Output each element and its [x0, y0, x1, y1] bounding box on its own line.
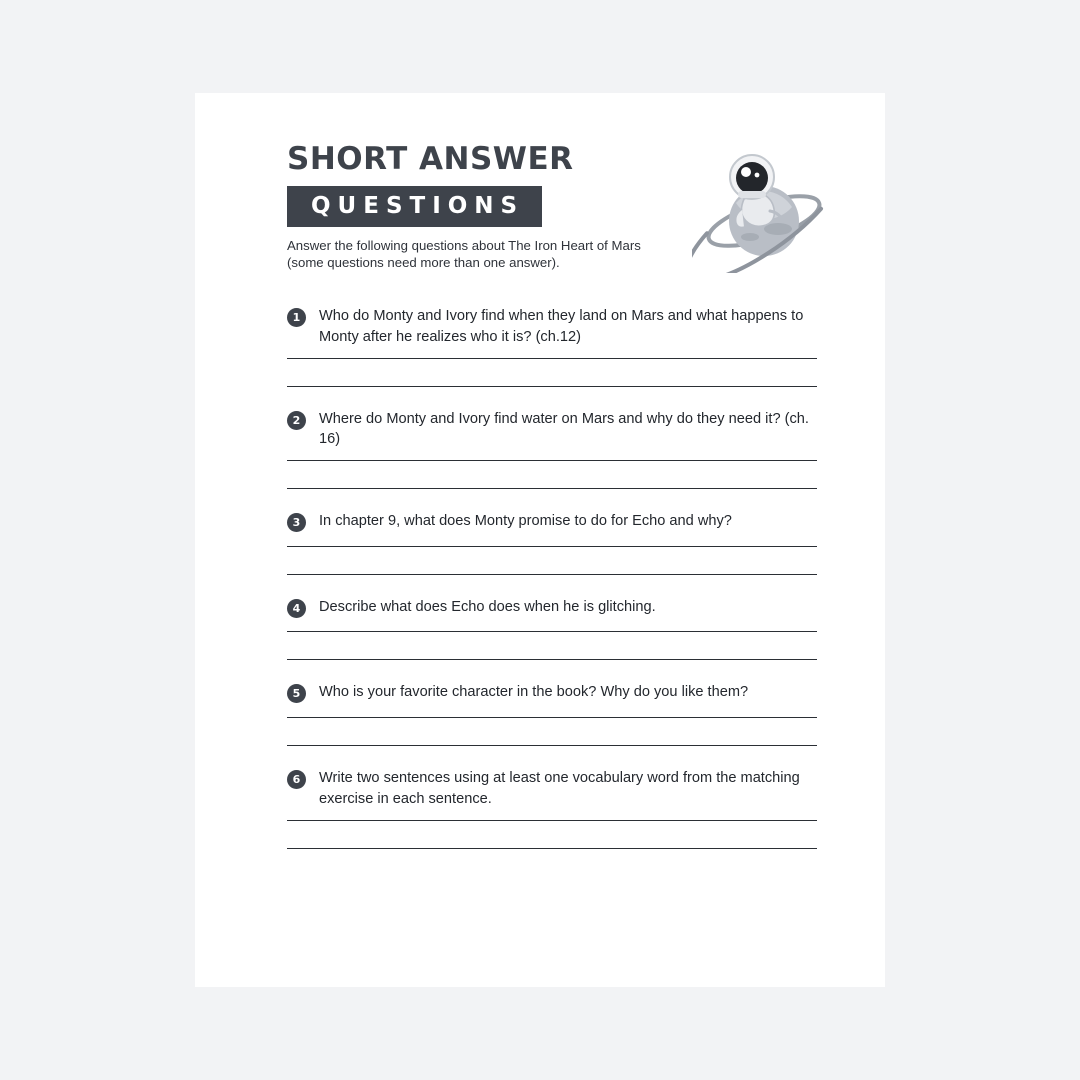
answer-line[interactable] — [287, 574, 817, 575]
page-title: SHORT ANSWER — [287, 141, 574, 177]
question-number: 2 — [287, 411, 306, 430]
question-number: 6 — [287, 770, 306, 789]
question-item — [287, 597, 817, 661]
worksheet-content — [287, 143, 817, 871]
question-item — [287, 511, 817, 575]
worksheet-header — [287, 143, 817, 272]
answer-line[interactable] — [287, 820, 817, 821]
answer-lines[interactable] — [287, 717, 817, 746]
answer-line[interactable] — [287, 659, 817, 660]
worksheet-page — [195, 93, 885, 987]
question-number: 5 — [287, 684, 306, 703]
question-number: 3 — [287, 513, 306, 532]
answer-lines[interactable] — [287, 631, 817, 660]
answer-line[interactable] — [287, 460, 817, 461]
question-number: 1 — [287, 308, 306, 327]
answer-lines[interactable] — [287, 358, 817, 387]
answer-line[interactable] — [287, 546, 817, 547]
question-number: 4 — [287, 599, 306, 618]
answer-line[interactable] — [287, 358, 817, 359]
question-text: Who do Monty and Ivory find when they land on Mars and what happens to Monty after he realizes who it is? (ch.12) — [319, 308, 804, 345]
answer-lines[interactable] — [287, 460, 817, 489]
question-item — [287, 768, 817, 848]
question-item — [287, 306, 817, 386]
instructions — [287, 237, 687, 273]
answer-line[interactable] — [287, 631, 817, 632]
question-text: Describe what does Echo does when he is glitching. — [319, 598, 656, 615]
questions-list — [287, 306, 817, 848]
answer-line[interactable] — [287, 745, 817, 746]
question-text: Write two sentences using at least one vocabulary word from the matching exercise in each sentence. — [319, 770, 800, 807]
instructions-line-2: (some questions need more than one answer). — [287, 255, 560, 271]
instructions-line-1: Answer the following questions about The Iron Heart of Mars — [287, 237, 641, 253]
answer-line[interactable] — [287, 488, 817, 489]
question-item — [287, 682, 817, 746]
answer-lines[interactable] — [287, 546, 817, 575]
question-text: In chapter 9, what does Monty promise to do for Echo and why? — [319, 513, 732, 530]
page-subtitle-band: QUESTIONS — [287, 186, 542, 227]
astronaut-on-planet-illustration — [692, 133, 827, 273]
question-text: Where do Monty and Ivory find water on Mars and why do they need it? (ch. 16) — [319, 410, 809, 448]
answer-line[interactable] — [287, 717, 817, 718]
question-item — [287, 409, 817, 489]
answer-lines[interactable] — [287, 820, 817, 849]
answer-line[interactable] — [287, 386, 817, 387]
answer-line[interactable] — [287, 848, 817, 849]
question-text: Who is your favorite character in the book? Why do you like them? — [319, 684, 749, 701]
